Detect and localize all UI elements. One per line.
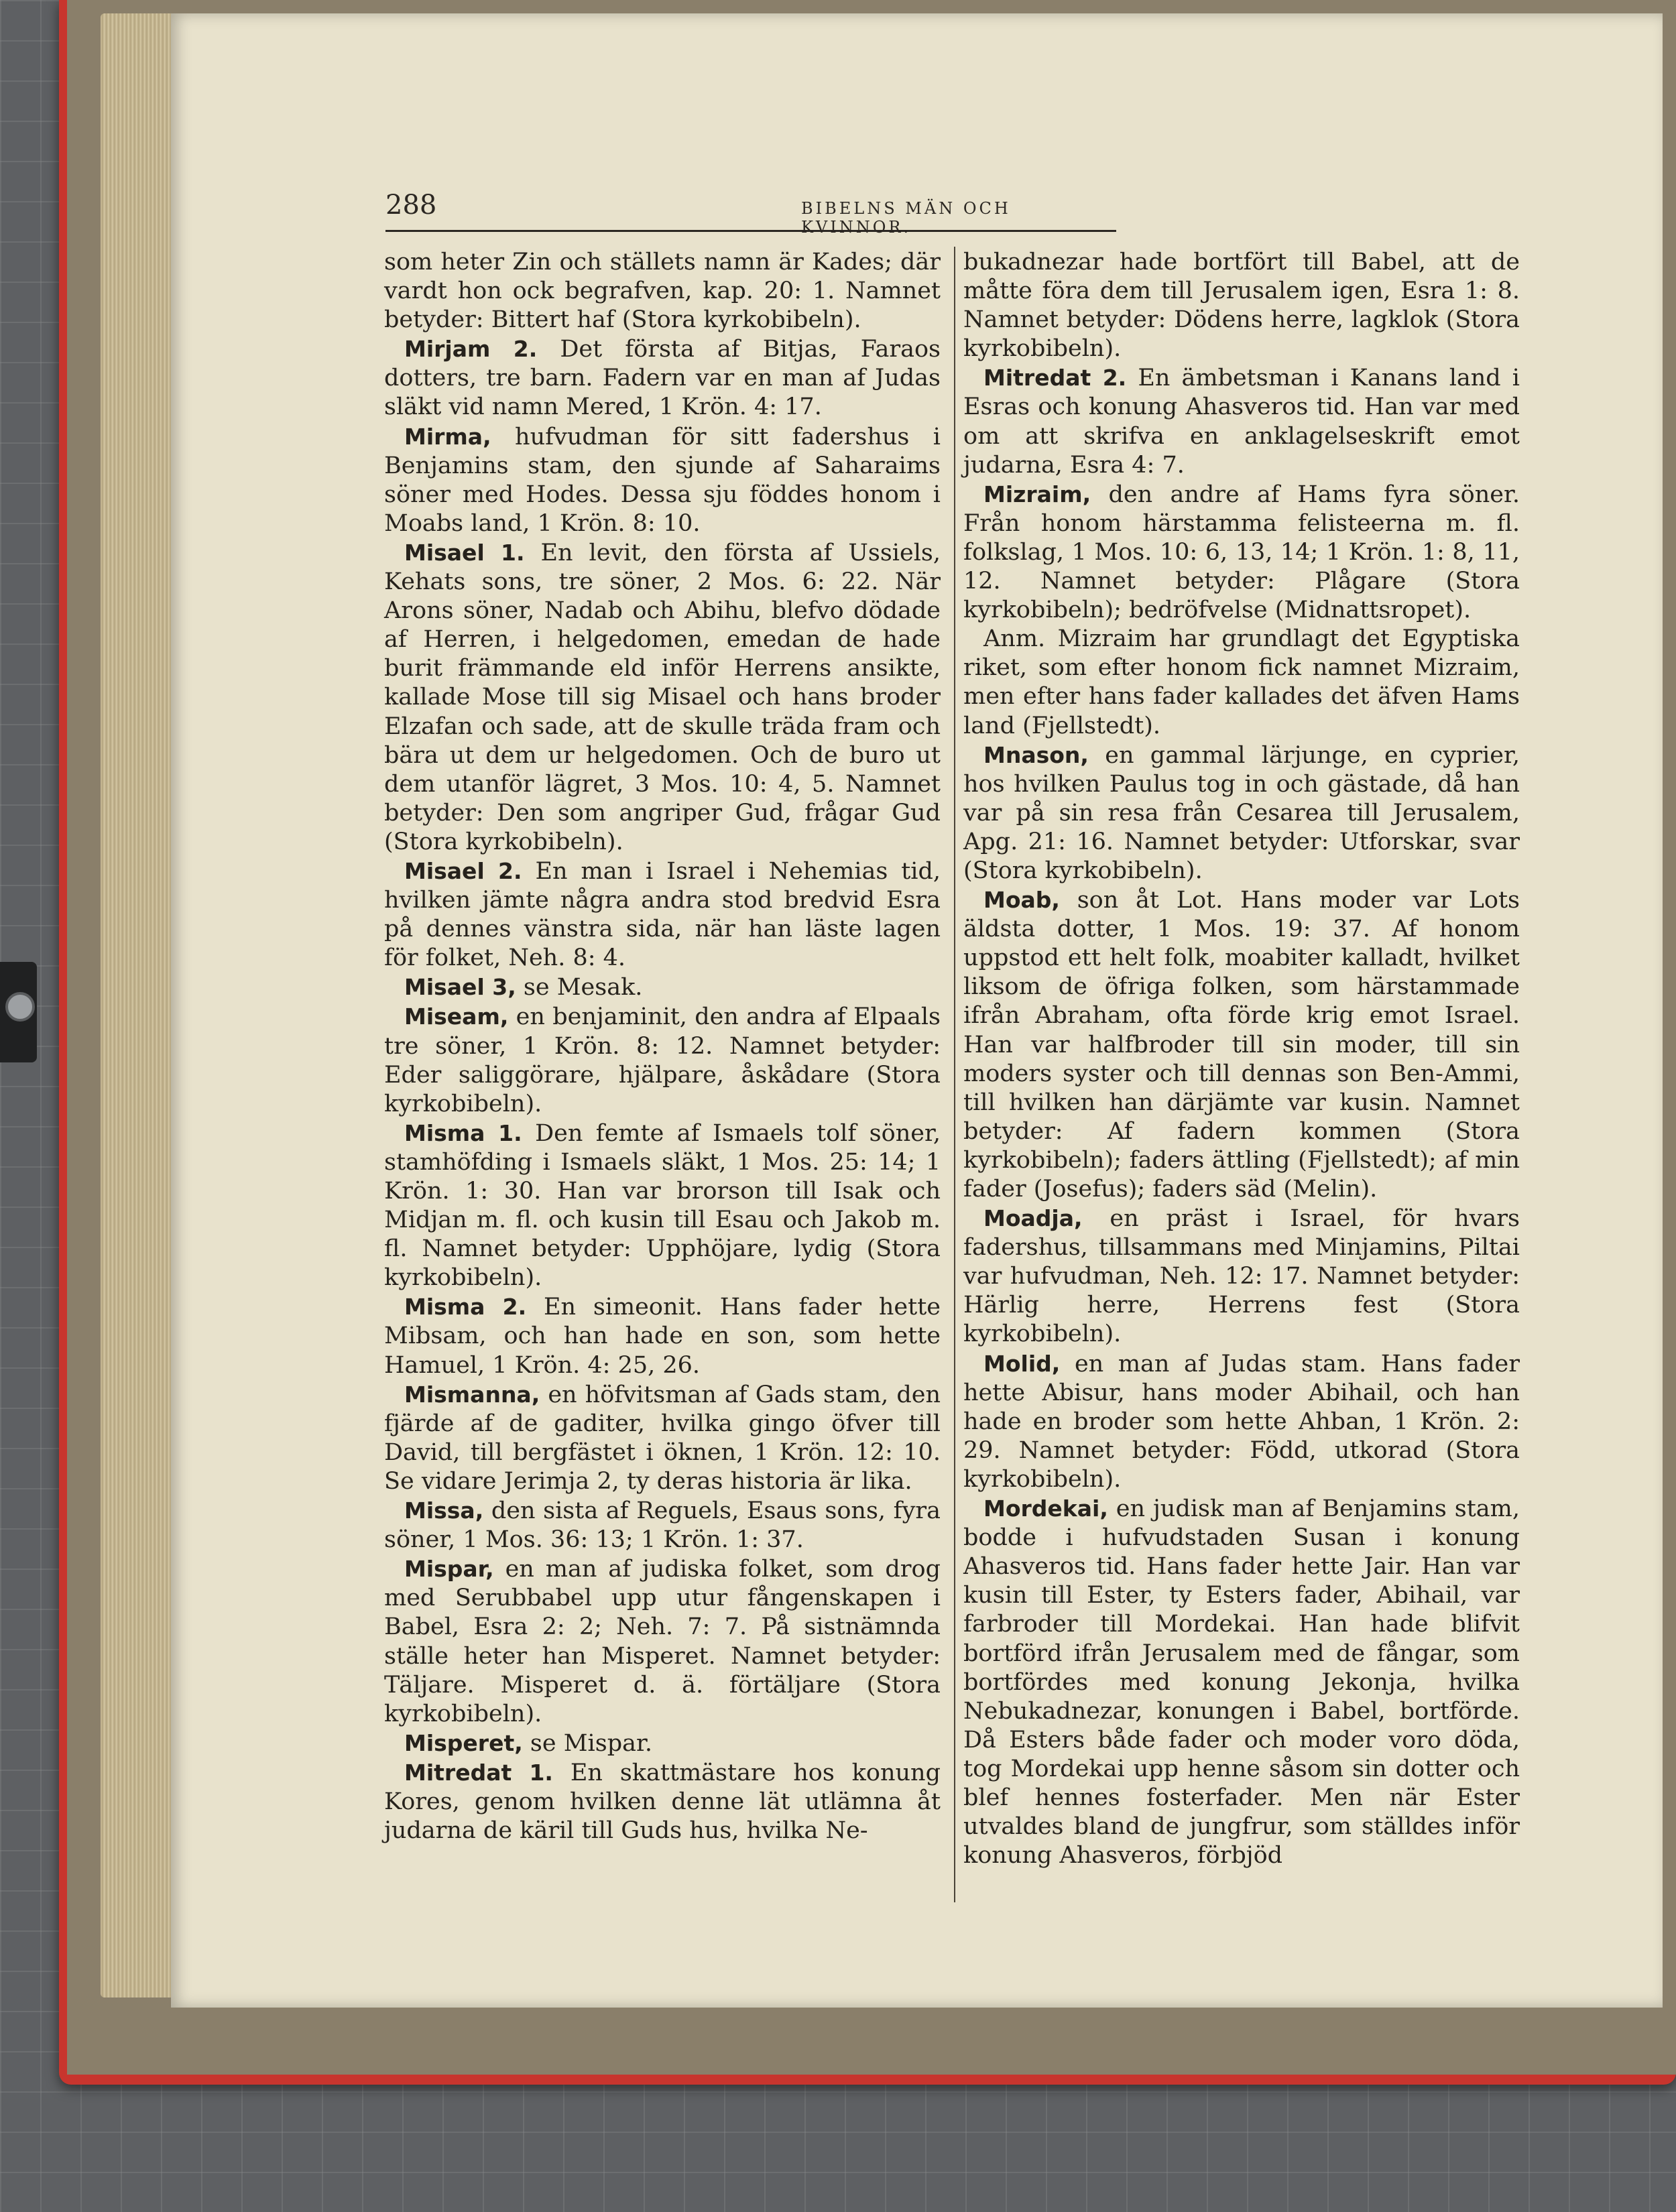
entry-headword: Mismanna, (404, 1381, 540, 1408)
dictionary-entry (963, 248, 1520, 363)
dictionary-entry (963, 363, 1520, 479)
entry-text: en man af judiska folket, som drog med Serubbabel upp utur fångenskapen i Babel, Esra 2: 2; Neh. 7: 7. På sistnämnda ställe heter han Misperet. Namnet betyder: Täljare. Misperet d. ä. förtäljare (Stora kyrkobibeln). (384, 1556, 941, 1727)
dictionary-entry (384, 1758, 941, 1845)
entry-headword: Mordekai, (983, 1495, 1108, 1522)
page-number: 288 (385, 190, 437, 221)
dictionary-entry (963, 1204, 1520, 1349)
column-divider (954, 247, 955, 1902)
entry-headword: Missa, (404, 1497, 484, 1524)
entry-headword: Misael 1. (404, 539, 525, 566)
entry-headword: Mirjam 2. (404, 336, 538, 363)
entry-text: Den femte af Ismaels tolf söner, stamhöfding i Ismaels släkt, 1 Mos. 25: 14; 1 Krön. 1: 30. Han var brorson till Isak och Midjan m. fl. och kusin till Esau och Jakob m. fl. Namnet betyder: Upphöjare, lydig (Stora kyrkobibeln). (384, 1119, 941, 1292)
entry-text: son åt Lot. Hans moder var Lots äldsta dotter, 1 Mos. 19: 37. Af honom uppstod ett helt folk, moabiter kalladt, hvilket liksom de öfriga folken, som härstammade ifrån Abraham, ofta förde krig emot Israel. Han var halfbroder till sin moder, till sin moders syster och till dennas son Ben-Ammi, till hvilken han därjämte var kusin. Namnet betyder: Af fadern kommen (Stora kyrkobibeln); faders ättling (Fjellstedt); af min fader (Josefus); faders säd (Melin). (963, 887, 1520, 1203)
entry-headword: Mnason, (983, 741, 1089, 768)
entry-text: den sista af Reguels, Esaus sons, fyra söner, 1 Mos. 36: 13; 1 Krön. 1: 37. (384, 1497, 941, 1554)
dictionary-entry (384, 248, 941, 334)
entry-headword: Molid, (983, 1350, 1061, 1377)
entry-text: En simeonit. Hans fader hette Mibsam, och han hade en son, som hette Hamuel, 1 Krön. 4: 25, 26. (384, 1294, 941, 1379)
dictionary-entry (384, 1002, 941, 1118)
entry-text: hufvudman för sitt fadershus i Benjamins stam, den sjunde af Saharaims söner med Hodes. Dessa sju föddes honom i Moabs land, 1 Krön. 8: 10. (384, 423, 941, 537)
dictionary-entry (963, 625, 1520, 740)
entry-text: En man i Israel i Nehemias tid, hvilken jämte några andra stod bredvid Esra på dennes vänstra sida, när han läste lagen för folket, Neh. 8: 4. (384, 857, 941, 972)
dictionary-entry (963, 480, 1520, 625)
entry-text: Anm. Mizraim har grundlagt det Egyptiska riket, som efter honom fick namnet Mizraim, men efter hans fader kallades det äfven Hams land (Fjellstedt). (963, 625, 1520, 739)
entry-headword: Miseam, (404, 1003, 509, 1030)
entry-text: se Mesak. (523, 974, 643, 1001)
dictionary-entry (963, 741, 1520, 885)
dictionary-entry (384, 1380, 941, 1496)
entry-headword: Misperet, (404, 1729, 523, 1756)
entry-text: en benjaminit, den andra af Elpaals tre söner, 1 Krön. 8: 12. Namnet betyder: Eder saliggörare, hjälpare, åskådare (Stora kyrkobibeln). (384, 1003, 941, 1117)
dictionary-entry (384, 1292, 941, 1379)
running-title: BIBELNS MÄN OCH KVINNOR. (801, 199, 1011, 237)
dictionary-entry (963, 1494, 1520, 1870)
entry-text: en präst i Israel, för hvars fadershus, tillsammans med Minjamins, Piltai var hufvudman, Neh. 12: 17. Namnet betyder: Härlig herre, Herrens fest (Stora kyrkobibeln). (963, 1205, 1520, 1348)
entry-text: en höfvitsman af Gads stam, den fjärde af de gaditer, hvilka gingo öfver till David, till bergfästet i öknen, 1 Krön. 12: 10. Se vidare Jerimja 2, ty deras historia är lika. (384, 1381, 941, 1495)
dictionary-entry (384, 538, 941, 857)
entry-headword: Moadja, (983, 1205, 1083, 1232)
page-edges (101, 13, 174, 1998)
dictionary-entry (963, 1349, 1520, 1494)
dictionary-entry (384, 1119, 941, 1293)
running-head (385, 190, 1116, 237)
entry-text: En levit, den första af Ussiels, Kehats sons, tre söner, 2 Mos. 6: 22. När Arons söner, Nadab och Abihu, blefvo dödade af Herren, i helgedomen, emedan de hade burit främmande eld inför Herrens ansikte, kallade Mose till sig Misael och hans broder Elzafan och sade, att de skulle träda fram och bära ut dem ur helgedomen. Och de buro ut dem utanför lägret, 3 Mos. 10: 4, 5. Namnet betyder: Den som angriper Gud, frågar Gud (Stora kyrkobibeln). (384, 539, 941, 855)
entry-headword: Mirma, (404, 423, 491, 450)
entry-headword: Misma 2. (404, 1294, 527, 1320)
clamp-screw-icon (5, 992, 35, 1022)
right-column (963, 248, 1520, 1870)
entry-text: en judisk man af Benjamins stam, bodde i hufvudstaden Susan i konung Ahasveros tid. Hans fader hette Jair. Han var kusin till Ester, ty Esters fader, Abihail, var farbroder till Mordekai. Han hade blifvit bortförd ifrån Jerusalem med de fångar, som bortfördes med konung Jekonja, hvilka Nebukadnezar, konungen i Babel, bortförde. Då Esters både fader och moder voro döda, tog Mordekai upp henne såsom sin dotter och blef hennes fosterfader. Men när Ester utvaldes bland de jungfrur, som ställdes inför konung Ahasveros, förbjöd (963, 1495, 1520, 1869)
entry-text: en gammal lärjunge, en cyprier, hos hvilken Paulus tog in och gästade, då han var på sin resa från Cesarea till Jerusalem, Apg. 21: 16. Namnet betyder: Utforskar, svar (Stora kyrkobibeln). (963, 741, 1520, 884)
entry-headword: Mitredat 1. (404, 1759, 553, 1786)
entry-headword: Mizraim, (983, 481, 1091, 507)
entry-headword: Misma 1. (404, 1119, 522, 1146)
entry-text: som heter Zin och ställets namn är Kades; där vardt hon ock begrafven, kap. 20: 1. Namnet betyder: Bittert haf (Stora kyrkobibeln). (384, 249, 941, 334)
entry-text: Det första af Bitjas, Faraos dotters, tre barn. Fadern var en man af Judas släkt vid namn Mered, 1 Krön. 4: 17. (384, 336, 941, 421)
entry-text: den andre af Hams fyra söner. Från honom härstamma felisteerna m. fl. folkslag, 1 Mos. 10: 6, 13, 14; 1 Krön. 1: 8, 11, 12. Namnet betyder: Plågare (Stora kyrkobibeln); bedröfvelse (Midnattsropet). (963, 481, 1520, 624)
book-clamp (0, 962, 37, 1062)
dictionary-entry (384, 1496, 941, 1554)
entry-headword: Moab, (983, 887, 1060, 914)
dictionary-entry (384, 422, 941, 538)
dictionary-entry (384, 857, 941, 973)
dictionary-entry (384, 334, 941, 422)
entry-text: bukadnezar hade bortfört till Babel, att de måtte föra dem till Jerusalem igen, Esra 1: 8. Namnet betyder: Dödens herre, lagklok (Stora kyrkobibeln). (963, 249, 1520, 363)
left-column (384, 248, 941, 1845)
entry-headword: Misael 3, (404, 974, 516, 1001)
dictionary-entry (384, 973, 941, 1002)
entry-text: En ämbetsman i Kanans land i Esras och konung Ahasveros tid. Han var med om att skrifva en anklagelseskrift emot judarna, Esra 4: 7. (963, 365, 1520, 479)
dictionary-entry (384, 1554, 941, 1729)
entry-text: en man af Judas stam. Hans fader hette Abisur, hans moder Abihail, och han hade en broder som hette Ahban, 1 Krön. 2: 29. Namnet betyder: Född, utkorad (Stora kyrkobibeln). (963, 1350, 1520, 1493)
entry-headword: Mitredat 2. (983, 365, 1127, 391)
entry-headword: Misael 2. (404, 857, 522, 884)
entry-text: En skattmästare hos konung Kores, genom hvilken denne lät utlämna åt judarna de käril till Guds hus, hvilka Ne- (384, 1759, 941, 1845)
entry-text: se Mispar. (530, 1729, 652, 1757)
dictionary-entry (384, 1729, 941, 1758)
dictionary-entry (963, 885, 1520, 1204)
entry-headword: Mispar, (404, 1556, 494, 1583)
